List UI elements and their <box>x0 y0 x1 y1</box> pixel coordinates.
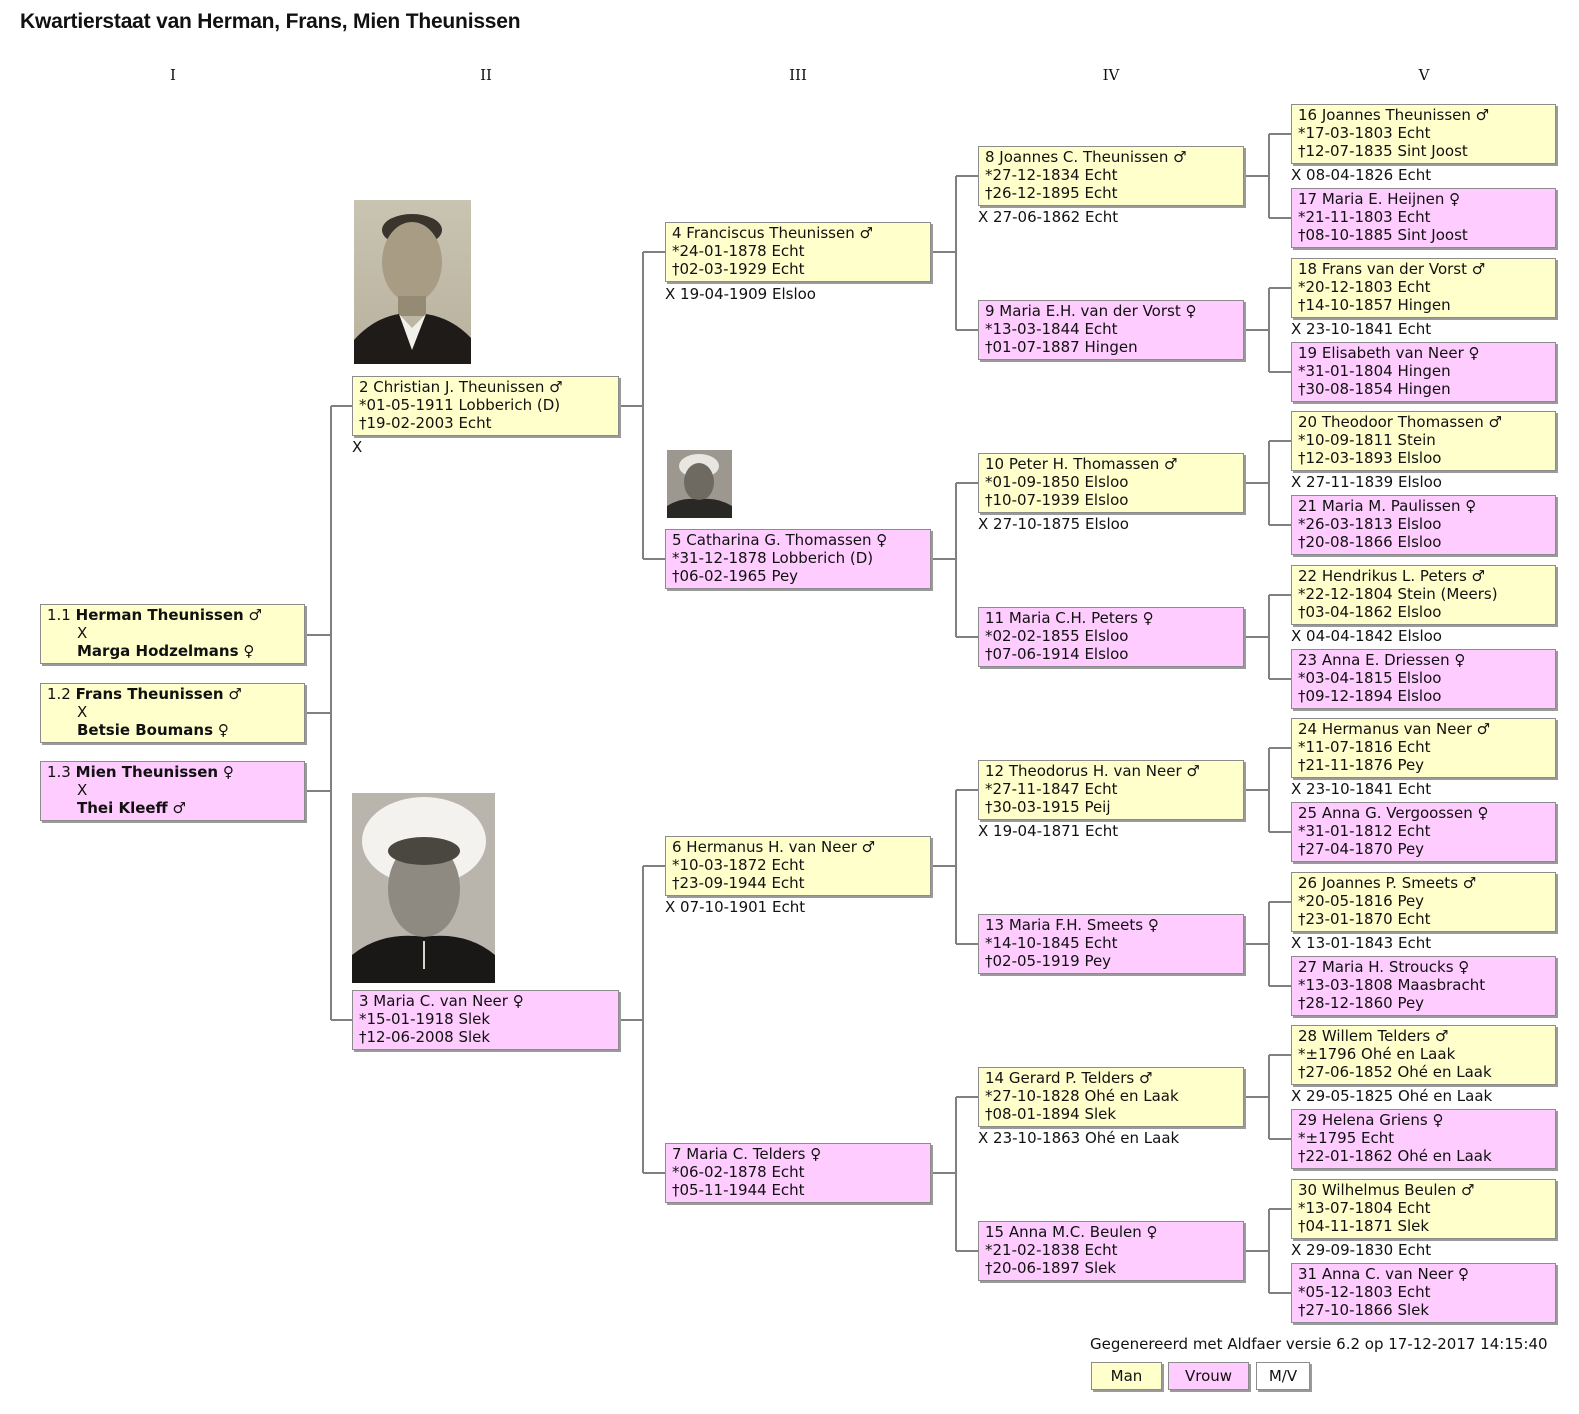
generated-by-footer: Gegenereerd met Aldfaer versie 6.2 op 17-12-2017 14:15:40 <box>1090 1335 1548 1353</box>
death-info: †03-04-1862 Elsloo <box>1298 603 1442 621</box>
marriage-info-4: X 19-04-1909 Elsloo <box>665 285 816 303</box>
person-box-19[interactable] <box>1291 342 1556 402</box>
death-info: †08-10-1885 Sint Joost <box>1298 226 1468 244</box>
marriage-info-8: X 27-06-1862 Echt <box>978 208 1119 226</box>
birth-info: *01-05-1911 Lobberich (D) <box>359 396 561 414</box>
birth-info: *±1795 Echt <box>1298 1129 1395 1147</box>
person-name: 20 Theodoor Thomassen ♂ <box>1298 413 1502 431</box>
death-info: †23-09-1944 Echt <box>672 874 805 892</box>
marriage-info-18: X 23-10-1841 Echt <box>1291 320 1432 338</box>
person-name: 29 Helena Griens ♀ <box>1298 1111 1444 1129</box>
birth-info: *21-02-1838 Echt <box>985 1241 1118 1259</box>
person-name: 8 Joannes C. Theunissen ♂ <box>985 148 1187 166</box>
person-box-3[interactable] <box>352 990 619 1050</box>
death-info: †14-10-1857 Hingen <box>1298 296 1451 314</box>
person-name: 15 Anna M.C. Beulen ♀ <box>985 1223 1158 1241</box>
birth-info: *13-03-1808 Maasbracht <box>1298 976 1486 994</box>
marriage-info-16: X 08-04-1826 Echt <box>1291 166 1432 184</box>
marriage-info-14: X 23-10-1863 Ohé en Laak <box>978 1129 1180 1147</box>
death-info: †27-04-1870 Pey <box>1298 840 1425 858</box>
person-box-22[interactable] <box>1291 565 1556 625</box>
spouse-name-line: Betsie Boumans ♀ <box>77 721 229 739</box>
person-name: 2 Christian J. Theunissen ♂ <box>359 378 563 396</box>
generation-label-3: III <box>789 66 807 84</box>
birth-info: *13-07-1804 Echt <box>1298 1199 1431 1217</box>
person-box-17[interactable] <box>1291 188 1556 248</box>
death-info: †08-01-1894 Slek <box>985 1105 1117 1123</box>
person-name: 27 Maria H. Stroucks ♀ <box>1298 958 1470 976</box>
death-info: †30-03-1915 Peij <box>985 798 1111 816</box>
portrait-photo-maria[interactable] <box>352 793 495 983</box>
person-box-16[interactable] <box>1291 104 1556 164</box>
birth-info: *11-07-1816 Echt <box>1298 738 1431 756</box>
person-box-25[interactable] <box>1291 802 1556 862</box>
person-box-18[interactable] <box>1291 258 1556 318</box>
page-title: Kwartierstaat van Herman, Frans, Mien Theunissen <box>20 10 521 33</box>
person-box-10[interactable] <box>978 453 1244 513</box>
death-info: †28-12-1860 Pey <box>1298 994 1425 1012</box>
person-box-1-3[interactable] <box>40 761 305 821</box>
birth-info: *02-02-1855 Elsloo <box>985 627 1129 645</box>
person-name: 12 Theodorus H. van Neer ♂ <box>985 762 1200 780</box>
birth-info: *31-01-1804 Hingen <box>1298 362 1451 380</box>
person-box-28[interactable] <box>1291 1025 1556 1085</box>
death-info: †23-01-1870 Echt <box>1298 910 1431 928</box>
person-name: 3 Maria C. van Neer ♀ <box>359 992 524 1010</box>
person-name: 10 Peter H. Thomassen ♂ <box>985 455 1178 473</box>
person-name: 11 Maria C.H. Peters ♀ <box>985 609 1154 627</box>
marriage-info-10: X 27-10-1875 Elsloo <box>978 515 1129 533</box>
death-info: †12-07-1835 Sint Joost <box>1298 142 1468 160</box>
spouse-name-line: Marga Hodzelmans ♀ <box>77 642 255 660</box>
marriage-info-30: X 29-09-1830 Echt <box>1291 1241 1432 1259</box>
birth-info: *03-04-1815 Elsloo <box>1298 669 1442 687</box>
marriage-info-26: X 13-01-1843 Echt <box>1291 934 1432 952</box>
birth-info: *17-03-1803 Echt <box>1298 124 1431 142</box>
death-info: †26-12-1895 Echt <box>985 184 1118 202</box>
person-name: 28 Willem Telders ♂ <box>1298 1027 1449 1045</box>
birth-info: *06-02-1878 Echt <box>672 1163 805 1181</box>
generation-label-4: IV <box>1102 66 1120 84</box>
person-name-line: 1.1 Herman Theunissen ♂ <box>47 606 262 624</box>
generation-label-1: I <box>170 66 176 84</box>
person-name: 31 Anna C. van Neer ♀ <box>1298 1265 1470 1283</box>
person-box-5[interactable] <box>665 529 931 589</box>
person-name: 24 Hermanus van Neer ♂ <box>1298 720 1491 738</box>
marriage-x: X <box>77 703 88 721</box>
person-box-23[interactable] <box>1291 649 1556 709</box>
person-name: 13 Maria F.H. Smeets ♀ <box>985 916 1159 934</box>
person-box-2[interactable] <box>352 376 619 436</box>
generation-label-2: II <box>480 66 492 84</box>
birth-info: *14-10-1845 Echt <box>985 934 1118 952</box>
death-info: †21-11-1876 Pey <box>1298 756 1425 774</box>
person-name-line: 1.3 Mien Theunissen ♀ <box>47 763 234 781</box>
person-box-11[interactable] <box>978 607 1244 667</box>
person-box-31[interactable] <box>1291 1263 1556 1323</box>
marriage-info-24: X 23-10-1841 Echt <box>1291 780 1432 798</box>
legend-man: Man <box>1091 1362 1162 1390</box>
marriage-x: X <box>77 624 88 642</box>
person-name: 21 Maria M. Paulissen ♀ <box>1298 497 1477 515</box>
marriage-info-20: X 27-11-1839 Elsloo <box>1291 473 1442 491</box>
person-name: 22 Hendrikus L. Peters ♂ <box>1298 567 1485 585</box>
person-box-27[interactable] <box>1291 956 1556 1016</box>
person-box-9[interactable] <box>978 300 1244 360</box>
portrait-photo-catharina[interactable] <box>667 450 732 518</box>
death-info: †01-07-1887 Hingen <box>985 338 1138 356</box>
person-box-1-2[interactable] <box>40 683 305 743</box>
person-name: 23 Anna E. Driessen ♀ <box>1298 651 1466 669</box>
legend-vrouw: Vrouw <box>1168 1362 1249 1390</box>
birth-info: *20-12-1803 Echt <box>1298 278 1431 296</box>
death-info: †30-08-1854 Hingen <box>1298 380 1451 398</box>
death-info: †04-11-1871 Slek <box>1298 1217 1430 1235</box>
person-box-4[interactable] <box>665 222 931 282</box>
person-name: 7 Maria C. Telders ♀ <box>672 1145 822 1163</box>
death-info: †27-06-1852 Ohé en Laak <box>1298 1063 1492 1081</box>
birth-info: *24-01-1878 Echt <box>672 242 805 260</box>
person-name: 14 Gerard P. Telders ♂ <box>985 1069 1153 1087</box>
marriage-x: X <box>77 781 88 799</box>
marriage-info-6: X 07-10-1901 Echt <box>665 898 806 916</box>
death-info: †22-01-1862 Ohé en Laak <box>1298 1147 1492 1165</box>
person-name: 9 Maria E.H. van der Vorst ♀ <box>985 302 1197 320</box>
death-info: †02-03-1929 Echt <box>672 260 805 278</box>
death-info: †12-06-2008 Slek <box>359 1028 491 1046</box>
birth-info: *10-09-1811 Stein <box>1298 431 1436 449</box>
person-box-7[interactable] <box>665 1143 931 1203</box>
birth-info: *15-01-1918 Slek <box>359 1010 491 1028</box>
birth-info: *22-12-1804 Stein (Meers) <box>1298 585 1498 603</box>
legend-mv: M/V <box>1256 1362 1310 1390</box>
person-name: 25 Anna G. Vergoossen ♀ <box>1298 804 1489 822</box>
person-box-13[interactable] <box>978 914 1244 974</box>
person-name: 18 Frans van der Vorst ♂ <box>1298 260 1486 278</box>
birth-info: *27-10-1828 Ohé en Laak <box>985 1087 1179 1105</box>
birth-info: *27-12-1834 Echt <box>985 166 1118 184</box>
person-box-30[interactable] <box>1291 1179 1556 1239</box>
person-box-14[interactable] <box>978 1067 1244 1127</box>
person-box-12[interactable] <box>978 760 1244 820</box>
marriage-info-28: X 29-05-1825 Ohé en Laak <box>1291 1087 1493 1105</box>
person-box-1-1[interactable] <box>40 604 305 664</box>
person-name-line: 1.2 Frans Theunissen ♂ <box>47 685 242 703</box>
birth-info: *13-03-1844 Echt <box>985 320 1118 338</box>
person-box-20[interactable] <box>1291 411 1556 471</box>
person-box-24[interactable] <box>1291 718 1556 778</box>
portrait-photo-christian[interactable] <box>354 200 471 364</box>
person-box-29[interactable] <box>1291 1109 1556 1169</box>
marriage-info-12: X 19-04-1871 Echt <box>978 822 1119 840</box>
person-box-21[interactable] <box>1291 495 1556 555</box>
death-info: †09-12-1894 Elsloo <box>1298 687 1442 705</box>
birth-info: *01-09-1850 Elsloo <box>985 473 1129 491</box>
person-name: 5 Catharina G. Thomassen ♀ <box>672 531 888 549</box>
death-info: †12-03-1893 Elsloo <box>1298 449 1442 467</box>
birth-info: *27-11-1847 Echt <box>985 780 1118 798</box>
person-name: 6 Hermanus H. van Neer ♂ <box>672 838 876 856</box>
person-box-26[interactable] <box>1291 872 1556 932</box>
person-name: 30 Wilhelmus Beulen ♂ <box>1298 1181 1475 1199</box>
death-info: †05-11-1944 Echt <box>672 1181 805 1199</box>
death-info: †07-06-1914 Elsloo <box>985 645 1129 663</box>
person-box-6[interactable] <box>665 836 931 896</box>
birth-info: *05-12-1803 Echt <box>1298 1283 1431 1301</box>
death-info: †20-08-1866 Elsloo <box>1298 533 1442 551</box>
death-info: †06-02-1965 Pey <box>672 567 799 585</box>
birth-info: *31-12-1878 Lobberich (D) <box>672 549 874 567</box>
person-box-8[interactable] <box>978 146 1244 206</box>
spouse-name-line: Thei Kleeff ♂ <box>77 799 186 817</box>
person-name: 19 Elisabeth van Neer ♀ <box>1298 344 1480 362</box>
birth-info: *26-03-1813 Elsloo <box>1298 515 1442 533</box>
person-name: 26 Joannes P. Smeets ♂ <box>1298 874 1477 892</box>
death-info: †20-06-1897 Slek <box>985 1259 1117 1277</box>
death-info: †10-07-1939 Elsloo <box>985 491 1129 509</box>
person-box-15[interactable] <box>978 1221 1244 1281</box>
death-info: †19-02-2003 Echt <box>359 414 492 432</box>
death-info: †27-10-1866 Slek <box>1298 1301 1430 1319</box>
death-info: †02-05-1919 Pey <box>985 952 1112 970</box>
birth-info: *31-01-1812 Echt <box>1298 822 1431 840</box>
birth-info: *21-11-1803 Echt <box>1298 208 1431 226</box>
person-name: 4 Franciscus Theunissen ♂ <box>672 224 873 242</box>
birth-info: *10-03-1872 Echt <box>672 856 805 874</box>
marriage-info-22: X 04-04-1842 Elsloo <box>1291 627 1442 645</box>
birth-info: *±1796 Ohé en Laak <box>1298 1045 1456 1063</box>
person-name: 17 Maria E. Heijnen ♀ <box>1298 190 1461 208</box>
person-name: 16 Joannes Theunissen ♂ <box>1298 106 1490 124</box>
marriage-info-2: X <box>352 438 363 456</box>
birth-info: *20-05-1816 Pey <box>1298 892 1425 910</box>
generation-label-5: V <box>1418 66 1430 84</box>
